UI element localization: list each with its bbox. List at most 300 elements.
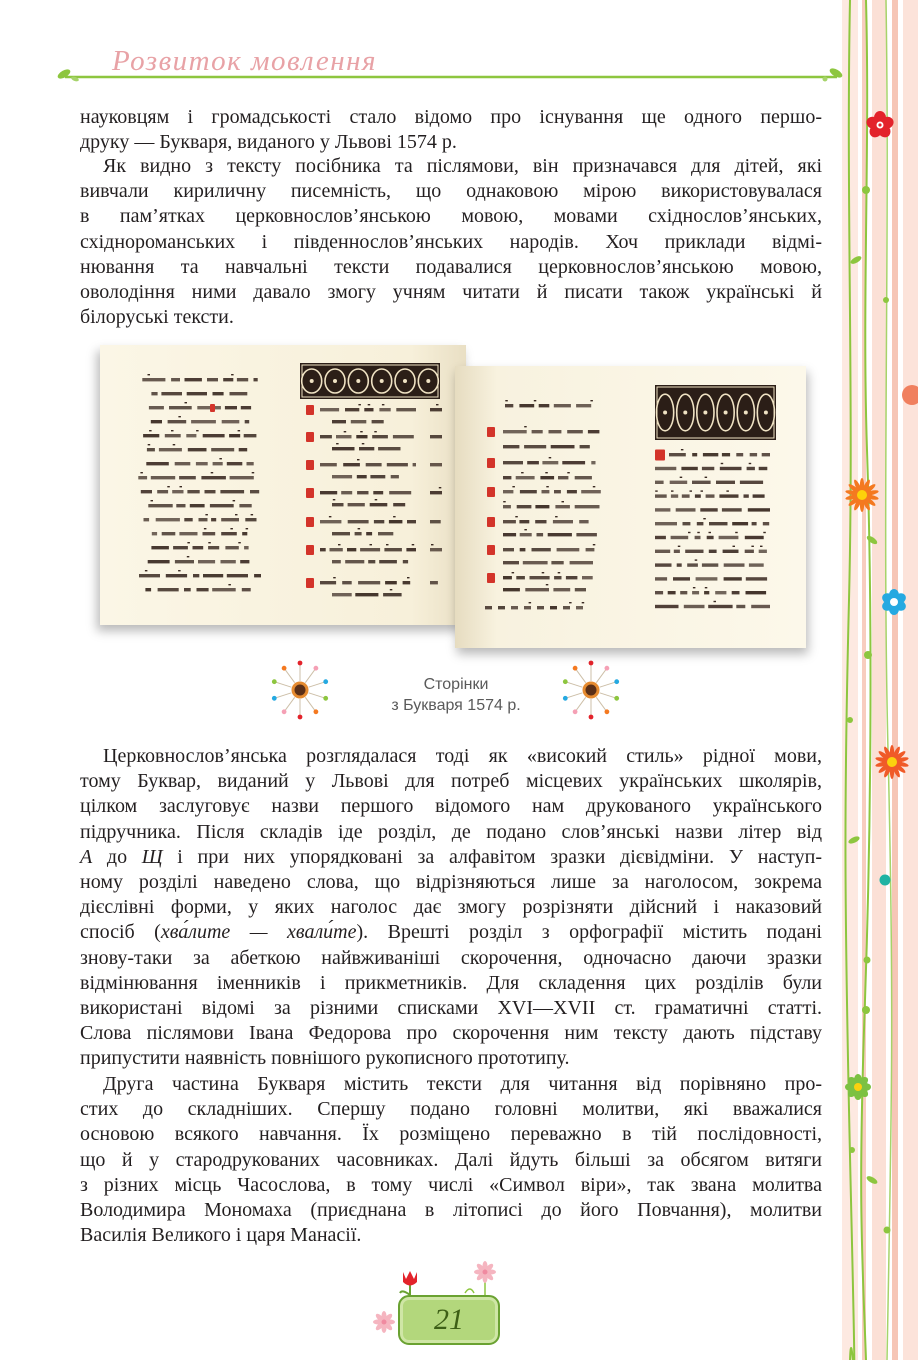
printed-diacritic-mark [205,514,208,515]
sunburst-ornament-icon [265,655,335,725]
printed-diacritic-mark [374,431,377,432]
floral-border-decoration [832,0,918,1360]
printed-text-mark [151,420,162,423]
printed-text-mark [240,560,249,563]
printed-text-mark [700,508,717,511]
printed-text-mark [320,520,341,523]
printed-text-mark [144,518,150,521]
printed-text-mark [722,508,742,511]
printed-text-mark [157,490,168,493]
printed-diacritic-mark [230,528,233,529]
printed-text-mark [230,476,254,479]
printed-diacritic-mark [407,577,410,578]
printed-text-mark [532,430,543,433]
printed-text-mark [736,605,745,608]
printed-text-mark [147,448,155,451]
text-line: відмінювання іменників і прикметників. Для складення цих розділів були [80,971,822,994]
printed-text-mark [553,588,570,591]
printed-text-mark [191,420,216,423]
printed-text-mark [244,434,257,437]
printed-diacritic-mark [370,544,373,545]
printed-text-mark [523,561,548,564]
flower-center [854,1083,862,1091]
printed-text-mark [537,533,544,536]
printed-text-mark [724,577,742,580]
text-line: ному розділі наведено слова, що відрізняються лише за наголосом, зокрема [80,870,822,893]
printed-text-mark [208,546,219,549]
burst-dot [563,696,568,701]
sunburst-ornament-icon [556,655,626,725]
printed-diacritic-mark [140,472,143,473]
burst-ray [600,682,617,688]
printed-diacritic-mark [749,463,752,464]
printed-diacritic-mark [382,404,385,405]
paragraph-1 [80,105,822,155]
text-line: Церковнослов’янська розглядалася тоді як «високий стиль» рідної мови, [103,745,822,767]
printed-diacritic-mark [503,501,506,502]
flower-center [857,490,867,500]
text-line: підручника. Після складів іде розділ, де подано слов’янські назви літер від [80,820,822,843]
red-initial-letter [655,450,665,461]
printed-diacritic-mark [680,477,683,478]
flower-center [887,757,897,767]
printed-text-mark [320,463,337,466]
printed-text-mark [586,548,595,551]
printed-text-mark [179,532,197,535]
printed-text-mark [542,461,558,464]
printed-text-mark [550,606,557,609]
printed-text-mark [332,560,341,563]
bud-icon [864,957,871,964]
bud-icon [883,297,889,303]
burst-ray [596,668,607,683]
printed-text-mark [720,467,742,470]
printed-text-mark [430,520,441,523]
red-initial-letter [487,487,495,497]
printed-text-mark [370,503,388,506]
printed-text-mark [213,462,223,465]
text-line: основою всякого навчання. Їх розміщено переважно в тій послідовності, [80,1123,822,1146]
printed-text-mark [703,453,718,456]
burst-dot [314,666,319,671]
text-line: Друга частина Букваря містить тексти для читання від порівняно про- [103,1073,822,1095]
printed-diacritic-mark [246,528,249,529]
printed-text-mark [185,378,202,381]
printed-text-mark [677,563,682,566]
printed-diacritic-mark [167,486,170,487]
printed-text-mark [655,591,663,594]
printed-text-mark [685,550,703,553]
printed-text-mark [210,504,234,507]
border-stripe [892,0,898,1360]
text-line: східнороманських і південнослов’янських народів. Хоч приклади відмі- [80,230,822,253]
printed-text-mark [407,520,416,523]
printed-text-mark [687,563,698,566]
printed-text-mark [221,560,236,563]
printed-text-mark [148,504,172,507]
paragraph-2 [80,154,822,330]
burst-ray [284,668,295,683]
printed-diacritic-mark [238,542,241,543]
headpiece-dot [310,379,314,383]
text-line: друку — Букваря, виданого у Львові 1574 р. [80,131,457,154]
printed-text-mark [732,522,748,525]
text-line: вивчали кириличну писемність, що однаковою мірою використовувалася [80,180,822,203]
printed-diacritic-mark [709,532,712,533]
printed-diacritic-mark [439,487,442,488]
printed-text-mark [254,378,258,381]
printed-diacritic-mark [681,449,684,450]
printed-text-mark [588,430,600,433]
printed-text-mark [242,588,251,591]
bud-icon [862,186,870,194]
printed-diacritic-mark [233,500,236,501]
printed-text-mark [579,520,588,523]
text-line: дієслівні форми, у яких наголос дає змогу розрізняти дійсний і наказовий [80,896,822,919]
printed-text-mark [245,420,250,423]
printed-text-mark [576,533,597,536]
burst-ray [309,693,326,699]
text-line: використані відомі за різними списками XVI—XVII ст. граматичні статті. [80,996,822,1019]
text-line [80,845,822,870]
printed-text-mark [503,476,511,479]
text-line: Володимира Мономаха (приєднана в літописі до його Повчання), молитви [80,1198,822,1221]
printed-text-mark [372,435,388,438]
printed-diacritic-mark [726,490,729,491]
printed-diacritic-mark [562,501,565,502]
printed-diacritic-mark [171,430,174,431]
burst-dot [573,709,578,714]
printed-text-mark [186,434,196,437]
printed-diacritic-mark [695,559,698,560]
printed-text-mark [152,532,157,535]
burst-ray [274,693,291,699]
printed-text-mark [162,532,176,535]
headpiece-dot [703,411,707,415]
burst-ray [565,693,582,699]
italic-text: А [80,845,93,868]
printed-diacritic-mark [693,587,696,588]
figure-caption [356,674,556,716]
headpiece-dot [380,379,384,383]
burst-dot [614,696,619,701]
italic-text: хва́лите — хвали́те [160,921,357,944]
printed-text-mark [179,476,196,479]
printed-diacritic-mark [187,542,190,543]
printed-diacritic-mark [180,486,183,487]
printed-diacritic-mark [590,400,593,401]
printed-text-mark [520,490,537,493]
burst-ray [575,697,586,712]
printed-text-mark [655,508,670,511]
printed-text-mark [379,560,397,563]
printed-diacritic-mark [375,499,378,500]
printed-text-mark [554,490,561,493]
headpiece-dot [333,379,337,383]
printed-text-mark [511,606,518,609]
printed-text-mark [239,448,248,451]
printed-diacritic-mark [593,544,596,545]
burst-dot [298,661,303,666]
printed-diacritic-mark [763,532,766,533]
red-initial-letter [306,460,314,470]
red-initial-letter [487,427,495,437]
printed-text-mark [704,591,709,594]
printed-text-mark [176,504,185,507]
printed-text-mark [158,588,179,591]
printed-text-mark [430,435,442,438]
printed-text-mark [671,536,689,539]
printed-text-mark [374,520,384,523]
printed-text-mark [364,408,373,411]
printed-text-mark [143,434,159,437]
printed-text-mark [692,481,711,484]
printed-text-mark [682,494,690,497]
printed-diacritic-mark [714,601,717,602]
red-initial-letter [306,488,314,498]
red-initial-letter [210,404,215,412]
printed-text-mark [393,435,414,438]
printed-text-mark [503,561,519,564]
primer-page-right-print [455,366,806,648]
text-line: Слова післямови Івана Федорова про скорочення ним тексту дають підставу [80,1022,822,1045]
printed-text-mark [745,536,764,539]
burst-dot [323,679,328,684]
printed-text-mark [702,563,718,566]
printed-text-mark [320,491,337,494]
printed-text-mark [498,606,505,609]
printed-text-mark [575,588,586,591]
burst-dot [282,709,287,714]
printed-diacritic-mark [569,602,572,603]
printed-text-mark [205,490,216,493]
border-stripe [872,0,886,1360]
printed-text-mark [554,576,561,579]
printed-text-mark [530,576,550,579]
printed-text-mark [244,546,249,549]
printed-text-mark [230,392,248,395]
printed-diacritic-mark [148,444,151,445]
printed-text-mark [591,461,595,464]
printed-text-mark [348,503,365,506]
printed-text-mark [348,520,369,523]
flower-center-dot [878,123,881,126]
caption-line: з Букваря 1574 р. [391,697,521,714]
printed-text-mark [242,532,247,535]
printed-text-mark [378,532,393,535]
printed-text-mark [715,591,726,594]
printed-text-mark [356,435,367,438]
printed-text-mark [503,490,513,493]
printed-text-mark [225,406,237,409]
printed-text-mark [184,518,192,521]
printed-text-mark [227,574,248,577]
printed-text-mark [193,546,204,549]
printed-text-mark [187,392,207,395]
printed-diacritic-mark [329,516,332,517]
burst-ray [600,693,617,699]
bud-icon [849,1147,855,1153]
printed-text-mark [503,576,512,579]
printed-text-mark [366,532,372,535]
printed-diacritic-mark [362,443,365,444]
printed-diacritic-mark [545,472,548,473]
printed-diacritic-mark [358,528,361,529]
burst-dot [272,679,277,684]
printed-text-mark [403,581,411,584]
printed-text-mark [746,591,767,594]
printed-text-mark [151,476,175,479]
bud-icon [862,1006,870,1014]
printed-text-mark [673,577,690,580]
printed-text-mark [211,518,216,521]
printed-text-mark [330,548,343,551]
printed-diacritic-mark [542,572,545,573]
printed-text-mark [567,490,577,493]
printed-text-mark [197,588,209,591]
printed-text-mark [357,491,368,494]
burst-dot [298,715,303,720]
printed-diacritic-mark [336,443,339,444]
printed-diacritic-mark [178,570,181,571]
printed-text-mark [203,434,225,437]
text-line: тому Буквар, виданий у Львові для потреб місцевих українських школярів, [80,770,822,793]
printed-text-mark [716,481,735,484]
burst-core [586,685,597,696]
printed-text-mark [503,445,519,448]
printed-text-mark [227,462,243,465]
printed-text-mark [576,404,591,407]
printed-text-mark [751,605,770,608]
printed-text-mark [752,522,757,525]
text-segment: до [92,845,142,868]
printed-text-mark [722,453,730,456]
printed-text-mark [655,481,664,484]
red-initial-letter [306,517,314,527]
printed-text-mark [749,563,764,566]
printed-text-mark [723,550,739,553]
printed-text-mark [370,475,385,478]
red-initial-letter [487,517,495,527]
printed-diacritic-mark [178,416,181,417]
printed-text-mark [554,404,571,407]
printed-text-mark [745,550,754,553]
printed-diacritic-mark [393,516,396,517]
printed-text-mark [503,505,511,508]
printed-text-mark [384,548,402,551]
printed-diacritic-mark [357,459,360,460]
printed-text-mark [746,577,767,580]
printed-text-mark [748,508,770,511]
burst-dot [589,715,594,720]
printed-text-mark [580,445,590,448]
printed-text-mark [763,522,769,525]
printed-text-mark [553,520,573,523]
printed-text-mark [138,476,147,479]
text-line [80,920,822,945]
printed-diacritic-mark [368,404,371,405]
printed-text-mark [222,420,240,423]
printed-text-mark [241,406,251,409]
text-line: з різних місць Часослова, в тому числі «Символ віри», так звана молитва [80,1173,822,1196]
printed-text-mark [655,563,672,566]
printed-text-mark [524,445,546,448]
printed-text-mark [537,606,544,609]
printed-text-mark [201,476,226,479]
printed-diacritic-mark [512,572,514,573]
printed-text-mark [535,505,549,508]
printed-text-mark [719,536,739,539]
printed-text-mark [575,505,600,508]
printed-text-mark [254,574,261,577]
printed-text-mark [520,548,526,551]
printed-diacritic-mark [703,518,706,519]
printed-text-mark [516,576,525,579]
printed-diacritic-mark [252,472,255,473]
printed-text-mark [551,445,575,448]
printed-text-mark [670,481,688,484]
printed-text-mark [368,560,375,563]
printed-text-mark [396,408,416,411]
printed-text-mark [199,518,208,521]
burst-ray [596,697,607,712]
printed-text-mark [655,522,677,525]
text-line: стих до складніших. Спершу подано головні молитви, які вважалися [80,1098,822,1121]
burst-dot [605,666,610,671]
burst-dot [314,709,319,714]
printed-text-mark [237,378,248,381]
printed-text-mark [393,503,405,506]
printed-text-mark [740,481,763,484]
printed-diacritic-mark [196,430,199,431]
printed-text-mark [220,490,244,493]
printed-text-mark [532,548,551,551]
printed-text-mark [753,494,765,497]
printed-text-mark [542,490,550,493]
printed-text-mark [503,461,523,464]
printed-text-mark [759,467,768,470]
printed-text-mark [555,505,570,508]
printed-text-mark [655,577,667,580]
printed-diacritic-mark [524,529,527,530]
printed-text-mark [211,448,234,451]
burst-ray [284,697,295,712]
printed-diacritic-mark [655,490,658,491]
printed-diacritic-mark [228,584,231,585]
printed-diacritic-mark [521,472,524,473]
burst-core [295,685,306,696]
printed-diacritic-mark [412,544,415,545]
printed-diacritic-mark [705,587,708,588]
printed-text-mark [413,463,416,466]
printed-text-mark [655,494,667,497]
printed-diacritic-mark [529,602,532,603]
printed-diacritic-mark [231,374,234,375]
printed-text-mark [156,518,180,521]
printed-text-mark [320,435,332,438]
printed-text-mark [212,588,236,591]
printed-diacritic-mark [751,546,754,547]
text-line: знову-таки за абеткою найвживаніші скорочення, одночасно даючи зразки [80,946,822,969]
headpiece-dot [663,411,667,415]
printed-diacritic-mark [760,546,763,547]
text-line: нювання та навчальні тексти подавалися церковнослов’янською мовою, [80,255,822,278]
printed-text-mark [358,581,380,584]
printed-text-mark [430,548,442,551]
printed-text-mark [503,548,514,551]
primer-page-left-print [100,345,466,625]
printed-text-mark [247,462,254,465]
